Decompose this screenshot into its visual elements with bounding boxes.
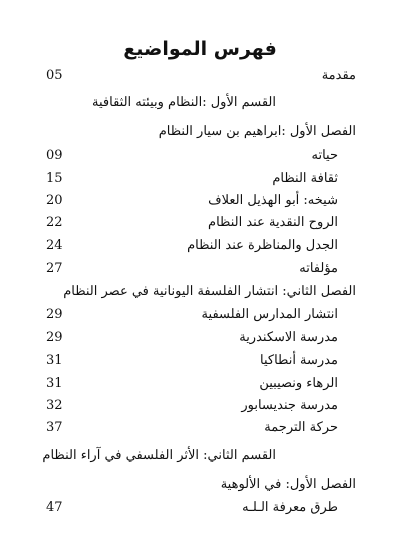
toc-title: فهرس المواضيع (123, 38, 277, 60)
toc-entry-page: 29 (46, 330, 63, 345)
toc-chapter-heading (20, 122, 356, 142)
toc-entry (20, 259, 356, 279)
toc-entry (20, 396, 356, 416)
toc-entry (20, 236, 356, 256)
toc-chapter-heading (20, 282, 356, 302)
toc-entry-page: 37 (46, 420, 63, 435)
toc-entry (20, 305, 356, 325)
toc-entry-label: الرهاء ونصيبين (259, 376, 338, 391)
toc-entry-label: الفصل الثاني: انتشار الفلسفة اليونانية في عصر النظام (63, 284, 356, 299)
toc-entry-label: حياته (311, 148, 338, 163)
toc-entry-label: الجدل والمناظرة عند النظام (187, 238, 338, 253)
toc-entry (20, 191, 356, 211)
toc-entry-label: طرق معرفة الـلـه (242, 500, 338, 515)
toc-section-heading (20, 93, 356, 113)
toc-entry (20, 169, 356, 189)
toc-entry-label: الروح النقدية عند النظام (208, 215, 338, 230)
toc-entry-page: 05 (46, 68, 63, 83)
toc-entry-label: مقدمة (321, 68, 356, 83)
toc-entry-label: القسم الأول :النظام وبيئته الثقافية (92, 95, 276, 110)
toc-entry-label: مؤلفاته (299, 261, 338, 276)
toc-entry-page: 47 (46, 500, 63, 515)
toc-entry-label: القسم الثاني: الأثر الفلسفي في آراء النظام (42, 448, 276, 463)
toc-section-heading (20, 446, 356, 466)
toc-entry-label: حركة الترجمة (264, 420, 338, 435)
toc-entry-page: 32 (46, 398, 63, 413)
toc-entry-label: شيخه: أبو الهذيل العلاف (208, 193, 338, 208)
toc-entry-page: 24 (46, 238, 63, 253)
toc-entry (20, 418, 356, 438)
toc-entry-label: مدرسة الاسكندرية (239, 330, 338, 345)
toc-entry-label: مدرسة جنديسابور (241, 398, 338, 413)
toc-entry-label: الفصل الأول: في الألوهية (220, 477, 356, 492)
toc-entry-label: الفصل الأول :ابراهيم بن سيار النظام (158, 124, 356, 139)
toc-entry (20, 146, 356, 166)
toc-entry-label: انتشار المدارس الفلسفية (201, 307, 338, 322)
toc-entry-page: 15 (46, 171, 63, 186)
toc-entry-page: 22 (46, 215, 63, 230)
toc-entry (20, 213, 356, 233)
toc-entry-page: 09 (46, 148, 63, 163)
toc-entry (20, 328, 356, 348)
toc-entry-page: 31 (46, 376, 63, 391)
toc-entry (20, 374, 356, 394)
toc-entry (20, 66, 356, 86)
toc-entry-page: 29 (46, 307, 63, 322)
toc-entry-page: 20 (46, 193, 63, 208)
toc-entry-page: 27 (46, 261, 63, 276)
toc-chapter-heading (20, 475, 356, 495)
toc-entry (20, 351, 356, 371)
toc-entry-label: ثقافة النظام (272, 171, 338, 186)
toc-entry (20, 498, 356, 518)
toc-entry-label: مدرسة أنطاكيا (260, 353, 338, 368)
toc-entry-page: 31 (46, 353, 63, 368)
